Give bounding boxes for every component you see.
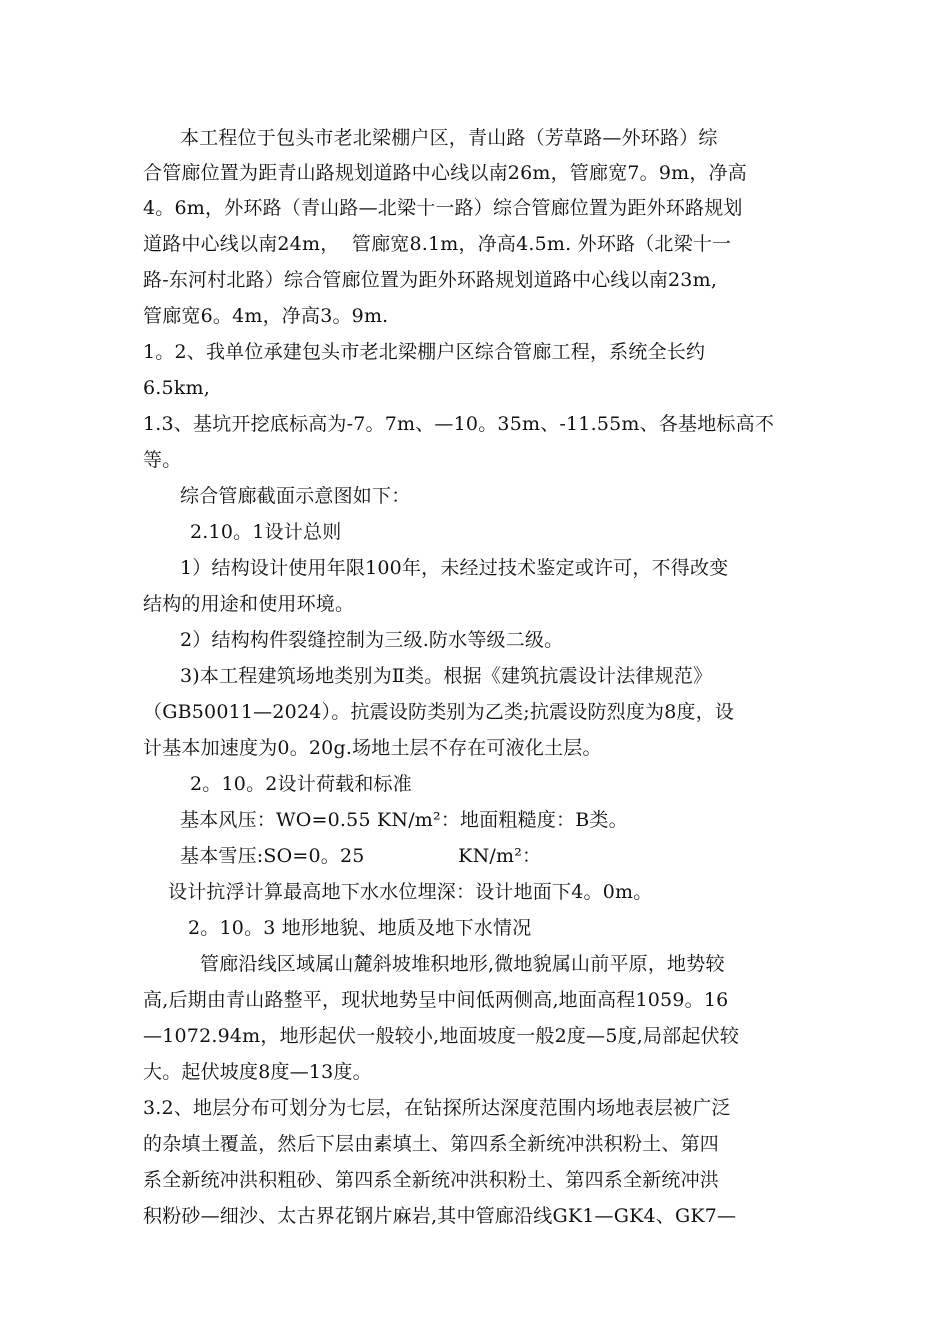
text-line: 本工程位于包头市老北梁棚户区，青山路（芳草路—外环路）综: [180, 127, 718, 149]
text-line: 1。2、我单位承建包头市老北梁棚户区综合管廊工程，系统全长约: [143, 341, 706, 363]
text-line: 道路中心线以南24m， 管廊宽8.1m，净高4.5m. 外环路（北梁十一: [143, 233, 732, 255]
text-line: 基本风压：WO=0.55 KN/m²：地面粗糙度：B类。: [180, 809, 628, 831]
text-line: 管廊沿线区域属山麓斜坡堆积地形,微地貌属山前平原，地势较: [200, 953, 725, 975]
text-line: 合管廊位置为距青山路规划道路中心线以南26m，管廊宽7。9m，净高: [143, 162, 747, 184]
text-line: 结构的用途和使用环境。: [143, 593, 355, 615]
text-line: 2）结构构件裂缝控制为三级.防水等级二级。: [180, 629, 564, 651]
text-line: 大。起伏坡度8度—13度。: [143, 1061, 372, 1083]
text-line: 积粉砂—细沙、太古界花钢片麻岩,其中管廊沿线GK1—GK4、GK7—: [143, 1205, 737, 1227]
text-line: 3)本工程建筑场地类别为Ⅱ类。根据《建筑抗震设计法律规范》: [180, 665, 713, 687]
text-line: 2。10。2设计荷载和标准: [190, 773, 412, 795]
text-line: —1072.94m，地形起伏一般较小,地面坡度一般2度—5度,局部起伏较: [143, 1025, 740, 1047]
text-line: 设计抗浮计算最高地下水水位埋深：设计地面下4。0m。: [168, 881, 653, 903]
text-line: 3.2、地层分布可划分为七层，在钻探所达深度范围内场地表层被广泛: [143, 1097, 731, 1119]
text-line: 等。: [143, 449, 182, 471]
text-line: 管廊宽6。4m，净高3。9m.: [143, 305, 389, 327]
text-line: 的杂填土覆盖，然后下层由素填土、第四系全新统冲洪积粉土、第四: [143, 1133, 720, 1155]
text-line: 1）结构设计使用年限100年，未经过技术鉴定或许可，不得改变: [180, 557, 729, 579]
text-line: 计基本加速度为0。20g.场地土层不存在可液化土层。: [143, 737, 602, 759]
text-line: 2.10。1设计总则: [190, 521, 342, 543]
text-line: 综合管廊截面示意图如下：: [180, 485, 411, 507]
text-line: 4。6m，外环路（青山路—北梁十一路）综合管廊位置为距外环路规划: [143, 197, 743, 219]
text-line: 1.3、基坑开挖底标高为-7。7m、—10。35m、-11.55m、各基地标高不: [143, 413, 775, 435]
text-line: 系全新统冲洪积粗砂、第四系全新统冲洪积粉土、第四系全新统冲洪: [143, 1169, 720, 1191]
text-line: 6.5km,: [143, 377, 210, 399]
text-line: 2。10。3 地形地貌、地质及地下水情况: [188, 917, 532, 939]
text-line: 基本雪压:SO=0。25 KN/m²：: [180, 845, 542, 867]
text-line: （GB50011—2024）。抗震设防类别为乙类;抗震设防烈度为8度，设: [143, 701, 735, 723]
text-line: 路-东河村北路）综合管廊位置为距外环路规划道路中心线以南23m,: [143, 269, 718, 291]
text-line: 高,后期由青山路整平，现状地势呈中间低两侧高,地面高程1059。16: [143, 989, 729, 1011]
